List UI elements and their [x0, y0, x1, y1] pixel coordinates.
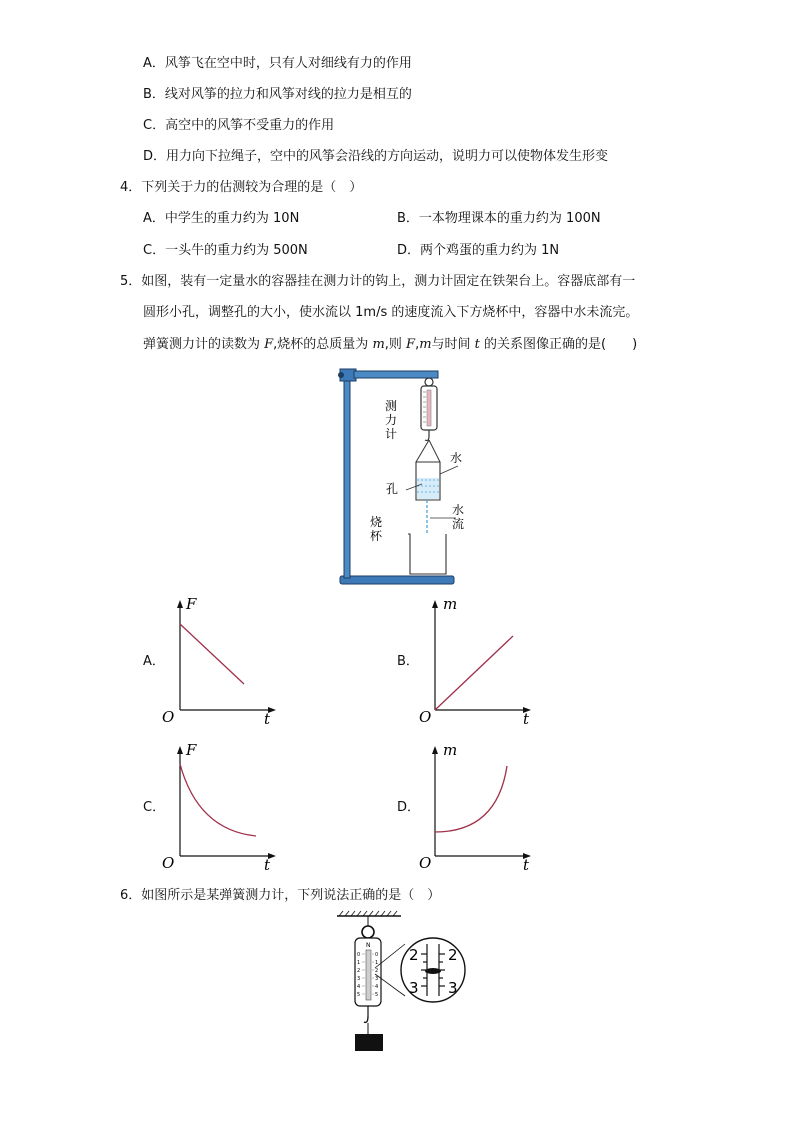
q5-graph-b-option: B．: [397, 654, 419, 669]
q5-line3-e: 的关系图像正确的是( ): [479, 337, 638, 352]
label-stream-1: 水: [452, 503, 465, 517]
dynamometer-spring: [427, 390, 431, 426]
label-water: 水: [450, 451, 463, 465]
x-axis-label: t: [264, 856, 271, 873]
svg-text:0: 0: [357, 952, 361, 958]
y-axis-arrow: [177, 746, 183, 754]
q3-option-b: B．线对风筝的拉力和风筝对线的拉力是相互的: [143, 87, 412, 102]
var-m: m: [372, 337, 385, 352]
q5-line3-a: 弹簧测力计的读数为: [143, 337, 265, 352]
y-axis-arrow: [432, 600, 438, 608]
svg-text:0: 0: [375, 952, 379, 958]
y-axis-arrow: [177, 600, 183, 608]
q3-option-a: A．风筝飞在空中时，只有人对细线有力的作用: [143, 56, 412, 71]
q4-option-a: A．中学生的重力约为 10N: [143, 211, 300, 226]
stand-rod: [344, 372, 350, 578]
var-m-2: m: [419, 337, 432, 352]
origin-label: O: [419, 854, 432, 872]
y-axis-label: F: [186, 595, 197, 613]
water-in-container: [417, 478, 439, 499]
label-stream-2: 流: [452, 517, 465, 531]
clamp-screw: [338, 372, 344, 378]
svg-text:4: 4: [375, 984, 379, 990]
graph-curve: [435, 636, 513, 710]
label-hole: 孔: [386, 482, 399, 496]
scale-hook: [364, 1016, 368, 1022]
y-axis-label: F: [186, 741, 197, 759]
q5-graph-d: [415, 738, 540, 873]
q5-stem-line1: 5．如图，装有一定量水的容器挂在测力计的钩上，测力计固定在铁架台上。容器底部有一: [120, 274, 636, 289]
q5-line3-c: ,则: [384, 337, 407, 352]
q5-line3-d: 与时间: [431, 337, 475, 352]
x-axis-label: t: [523, 856, 530, 873]
zoom-label-2-left: 2: [409, 946, 419, 964]
x-axis-label: t: [523, 710, 530, 727]
q5-stem-line3: 弹簧测力计的读数为 F,烧杯的总质量为 m,则 F,m与时间 t 的关系图像正确的是( ): [143, 337, 638, 352]
svg-text:1: 1: [375, 960, 379, 966]
scale-unit: N: [366, 942, 371, 949]
label-dynamometer-1: 测: [385, 399, 398, 413]
graph-curve: [180, 764, 256, 836]
y-axis-label: m: [443, 595, 458, 613]
dynamometer-hook: [425, 430, 429, 441]
scale-spring: [366, 950, 371, 1000]
svg-text:5: 5: [357, 992, 361, 998]
graph-curve: [435, 766, 507, 832]
q4-option-d: D．两个鸡蛋的重力约为 1N: [397, 243, 560, 258]
x-axis-label: t: [264, 710, 271, 727]
dynamometer-ring: [425, 378, 433, 386]
origin-label: O: [162, 708, 175, 726]
q4-option-c: C．一头牛的重力约为 500N: [143, 243, 308, 258]
q5-graph-b: [415, 592, 540, 727]
var-f-2: F: [406, 337, 416, 352]
q4-option-b: B．一本物理课本的重力约为 100N: [397, 211, 601, 226]
y-axis-label: m: [443, 741, 458, 759]
q4-stem: 4．下列关于力的估测较为合理的是（ ）: [120, 180, 363, 195]
zoom-label-2-right: 2: [448, 946, 458, 964]
stand-arm: [354, 371, 438, 378]
zoom-label-3-left: 3: [409, 979, 419, 997]
string-left: [416, 440, 429, 462]
q5-graph-d-option: D．: [397, 800, 421, 815]
svg-text:3: 3: [375, 976, 379, 982]
q3-option-c: C．高空中的风筝不受重力的作用: [143, 118, 335, 133]
q6-spring-scale-figure: [335, 910, 475, 1055]
zoom-pointer: [425, 968, 441, 974]
label-dynamometer-2: 力: [385, 413, 398, 427]
pointer-water: [440, 466, 458, 474]
svg-text:1: 1: [357, 960, 361, 966]
label-beaker-2: 杯: [370, 529, 383, 543]
q6-stem: 6．如图所示是某弹簧测力计，下列说法正确的是（ ）: [120, 888, 441, 903]
q5-stem-line2: 圆形小孔，调整孔的大小，使水流以 1m/s 的速度流入下方烧杯中，容器中水未流完。: [143, 305, 639, 320]
weight-block: [355, 1034, 383, 1051]
stand-base: [340, 576, 454, 584]
svg-text:4: 4: [357, 984, 361, 990]
q5-apparatus-figure: [330, 362, 465, 592]
q5-line3-b: ,烧杯的总质量为: [273, 337, 373, 352]
q5-graph-a-option: A．: [143, 654, 165, 669]
svg-text:2: 2: [357, 968, 361, 974]
svg-text:3: 3: [357, 976, 361, 982]
var-f: F: [264, 337, 274, 352]
graph-curve: [180, 624, 244, 684]
label-dynamometer-3: 计: [385, 427, 398, 441]
var-t: t: [474, 337, 480, 352]
q5-graph-c: [160, 738, 285, 873]
zoom-label-3-right: 3: [448, 979, 458, 997]
string-right: [429, 440, 440, 462]
beaker: [408, 534, 446, 574]
ceiling-hatch: [339, 911, 397, 916]
q5-graph-a: [160, 592, 285, 727]
scale-ring: [362, 926, 374, 938]
origin-label: O: [162, 854, 175, 872]
q3-option-d: D．用力向下拉绳子，空中的风筝会沿线的方向运动，说明力可以使物体发生形变: [143, 149, 609, 164]
origin-label: O: [419, 708, 432, 726]
y-axis-arrow: [432, 746, 438, 754]
svg-text:2: 2: [375, 968, 379, 974]
q5-graph-c-option: C．: [143, 800, 166, 815]
svg-text:5: 5: [375, 992, 379, 998]
label-beaker-1: 烧: [370, 515, 383, 529]
